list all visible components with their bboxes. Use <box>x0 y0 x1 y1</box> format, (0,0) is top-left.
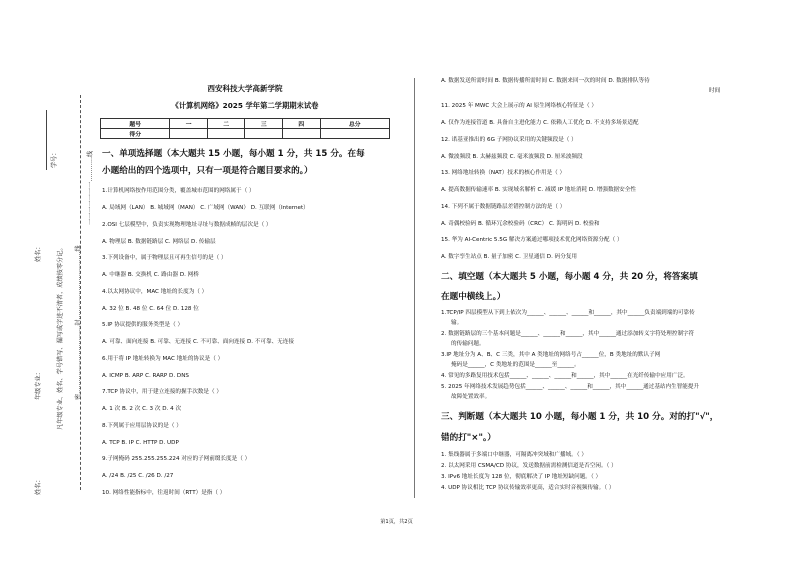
year-major-label: 年级专业： <box>35 369 42 400</box>
question-line: A. 中继器 B. 交换机 C. 路由器 D. 网桥 <box>102 272 199 278</box>
question-line: A. 1 次 B. 2 次 C. 3 次 D. 4 次 <box>102 406 182 412</box>
score-cell <box>245 129 283 139</box>
question-line: 15. 华为 AI-Centric 5.5G 解决方案通过哪项技术优化网络资源分配（ ） <box>441 237 623 243</box>
seal-line-text: 密……………………………封……………………………线 <box>75 245 82 400</box>
score-cell <box>170 129 208 139</box>
question-line: A. 仅作为连接管道 B. 具备自主进化能力 C. 依赖人工优化 D. 不支持多场景适配 <box>441 120 639 126</box>
section1-heading-line1: 一、单项选择题（本大题共 15 小题，每小题 1 分，共 15 分。在每 <box>102 149 365 159</box>
question-line: A. 可靠、面向连接 B. 可靠、无连接 C. 不可靠、面向连接 D. 不可靠、无连接 <box>102 339 294 345</box>
score-table <box>100 118 390 139</box>
section3-heading-line2: 错的打"×"。） <box>441 433 496 443</box>
fill-line: 的传输问题。 <box>451 341 485 347</box>
score-cell <box>320 129 390 139</box>
score-cell <box>282 129 320 139</box>
question-line: 14. 下列不属于数据链路层差错控制方法的是（ ） <box>441 204 566 210</box>
question-line: 5.IP 协议提供的服务类型是（ ） <box>102 322 184 328</box>
question-line: A. 局域网（LAN） B. 城域网（MAN） C. 广域网（WAN） D. 互联网（Internet） <box>102 205 309 211</box>
notice-text: 凡年级专业、姓名、学号错写、漏写或字迹不清者，成绩按零分记。 <box>57 244 64 430</box>
score-cell <box>207 129 245 139</box>
score-cell: 题号 <box>101 119 170 129</box>
name-label-bottom: 姓名： <box>35 476 42 495</box>
judge-line: 1. 集线器属于多端口中继器，可隔离冲突域和广播域。（ ） <box>441 452 587 458</box>
question-line: A. TCP B. IP C. HTTP D. UDP <box>102 440 179 446</box>
fill-line: 2. 数据链路层的三个基本问题是______、______和______，其中______通过添加转义字符处理控制字符 <box>441 331 695 337</box>
question-line: A. 数据发送所需时间 B. 数据传播所需时间 C. 数据来回一次的时间 D. 数据排队等待 <box>441 78 650 84</box>
section2-heading-line1: 二、填空题（本大题共 5 小题，每小题 4 分，共 20 分，将答案填 <box>441 272 698 282</box>
question-line: 时间 <box>709 88 721 94</box>
question-line: 8.下列属于应用层协议的是（ ） <box>102 423 182 429</box>
score-cell: 得分 <box>101 129 170 139</box>
fill-line: 掩码是______，C 类地址的范围是______至______。 <box>451 362 580 368</box>
fill-line: 5. 2025 年网络技术发展趋势包括______、______、______和______，其中______通过基站内生智能提升 <box>441 384 700 390</box>
ding-line-text: 一一一一一一一…………线 <box>87 150 94 225</box>
score-table-header-row <box>101 119 390 129</box>
score-cell: 二 <box>207 119 245 129</box>
exam-title: 《计算机网络》2025 学年第二学期期末试卷 <box>171 101 319 110</box>
question-line: 11. 2025 年 MWC 大会上展示的 AI 原生网络核心特征是（ ） <box>441 103 598 109</box>
question-line: 2.OSI 七层模型中，负责实现物理地址寻址与数据成帧的层次是（ ） <box>102 222 272 228</box>
student-id-line <box>46 110 47 170</box>
fill-line: 输。 <box>451 320 463 326</box>
question-line: A. /24 B. /25 C. /26 D. /27 <box>102 473 174 479</box>
question-line: 9.子网掩码 255.255.255.224 对应的子网前缀长度是（ ） <box>102 456 251 462</box>
question-line: 1.计算机网络按作用范围分类，覆盖城市范围的网络属于（ ） <box>102 188 255 194</box>
question-line: 10. 网络性能指标中，往返时间（RTT）是指（ ） <box>102 490 226 496</box>
section2-heading-line2: 在题中横线上。） <box>441 292 506 302</box>
judge-line: 3. IPv6 地址长度为 128 位，彻底解决了 IP 地址短缺问题。（ ） <box>441 474 602 480</box>
fill-line: 故障处置效率。 <box>451 394 491 400</box>
section1-heading-line2: 小题给出的四个选项中，只有一项是符合题目要求的。） <box>102 166 313 176</box>
question-line: A. 数字孪生站点 B. 量子加密 C. 卫星通信 D. 码分复用 <box>441 254 578 260</box>
question-line: 13. 网络地址转换（NAT）技术的核心作用是（ ） <box>441 170 566 176</box>
school-name: 西安科技大学高新学院 <box>207 84 283 93</box>
page-footer: 第1页，共2页 <box>380 519 413 525</box>
judge-line: 2. 以太网采用 CSMA/CD 协议，发送数据前需检测信道是否空闲。（ ） <box>441 463 617 469</box>
fill-line: 1.TCP/IP 四层模型从下到上依次为______、______、______和______，其中______负责端到端的可靠传 <box>441 310 695 316</box>
name-label-mid: 姓名： <box>35 243 42 262</box>
binding-dashed-line <box>80 95 81 490</box>
question-line: A. 物理层 B. 数据链路层 C. 网络层 D. 传输层 <box>102 239 216 245</box>
student-id-label: 学号： <box>51 149 58 168</box>
fill-line: 4. 常见的多路复用技术包括______、______、______和______，其中______在光纤传输中应用广泛。 <box>441 373 689 379</box>
question-line: 7.TCP 协议中，用于建立连接的握手次数是（ ） <box>102 389 222 395</box>
question-line: A. 提高数据传输速率 B. 实现域名解析 C. 减缓 IP 地址消耗 D. 增强数据安全性 <box>441 187 636 193</box>
score-cell: 四 <box>282 119 320 129</box>
score-table-score-row <box>101 129 390 139</box>
fill-line: 3.IP 地址分为 A、B、C 三类，其中 A 类地址的网络号占______位，B 类地址的默认子网 <box>441 352 661 358</box>
question-line: A. 32 位 B. 48 位 C. 64 位 D. 128 位 <box>102 306 199 312</box>
score-cell: 一 <box>170 119 208 129</box>
question-line: A. 奇偶校验码 B. 循环冗余校验码（CRC） C. 海明码 D. 校验和 <box>441 221 600 227</box>
question-line: A. ICMP B. ARP C. RARP D. DNS <box>102 373 189 379</box>
section3-heading-line1: 三、判断题（本大题共 10 小题，每小题 1 分，共 10 分。对的打"√"， <box>441 412 719 422</box>
column-divider <box>414 78 415 498</box>
question-line: 3.下列设备中，属于物理层且可再生信号的是（ ） <box>102 255 227 261</box>
judge-line: 4. UDP 协议相比 TCP 协议传输效率更高，适合实时音视频传输。（ ） <box>441 485 615 491</box>
question-line: A. 微波频段 B. 太赫兹频段 C. 毫米波频段 D. 厘米波频段 <box>441 154 583 160</box>
question-line: 4.以太网协议中，MAC 地址的长度为（ ） <box>102 289 208 295</box>
score-cell: 总分 <box>320 119 390 129</box>
score-cell: 三 <box>245 119 283 129</box>
question-line: 12. 诺基亚推出的 6G 子网协议采用的关键频段是（ ） <box>441 137 577 143</box>
question-line: 6.用于将 IP 地址转换为 MAC 地址的协议是（ ） <box>102 356 224 362</box>
